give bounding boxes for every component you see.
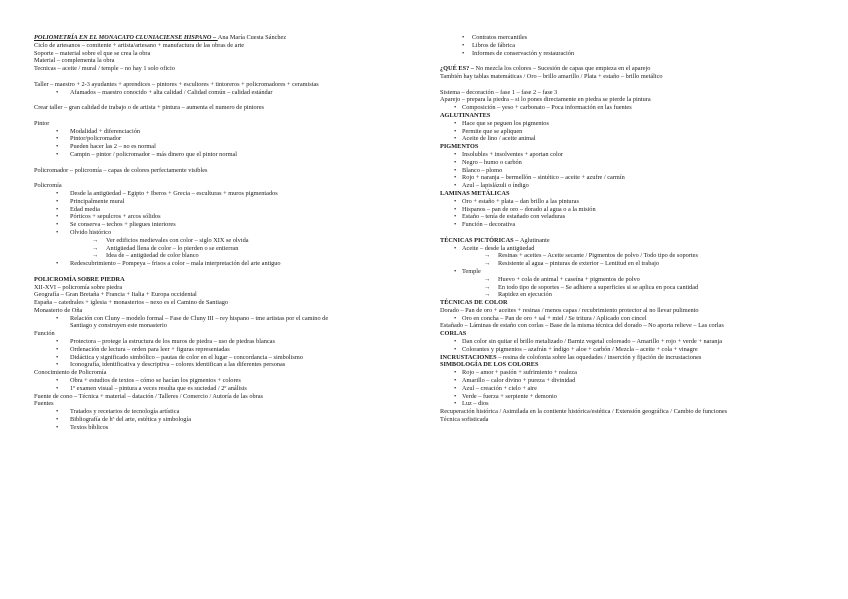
list-item: • Insolubles + insolventes + aportan color <box>440 151 840 159</box>
text-line: España – catedrales + iglesia + monasterios – nexo es el Camino de Santiago <box>34 299 229 307</box>
text-line: Recuperación histórica / Asimilada en la contiente histórica/estética / Extensión geográfica / Cambio de funciones <box>440 408 728 416</box>
section-heading-policromia: Policromía <box>34 182 62 190</box>
list-item: • Edad media <box>34 206 430 214</box>
list-item: • Olvido histórico <box>34 229 430 237</box>
list-item: • Pintor/policromador <box>34 135 430 143</box>
list-item: • Textos bíblicos <box>34 424 430 432</box>
list-item: • Principalmente mural <box>34 198 430 206</box>
list-item: • Composición – yeso + carbonato – Poca información en las fuentes <box>440 104 840 112</box>
list-item: • Modalidad + diferenciación <box>34 128 430 136</box>
text-line: Técnica sofisticada <box>440 416 489 424</box>
text-line: Geografía – Gran Bretaña + Francia + Italia + Europa occidental <box>34 291 197 299</box>
list-item: • Se conserva – techos + pliegues interiores <box>34 221 430 229</box>
list-item: • Estaño – tenía de estañado con veladuras <box>440 213 840 221</box>
list-item-continuation: Santiago y construyen este monasterio <box>70 322 167 330</box>
list-item: • Campin – pintor / policromador – más dinero que el pintor normal <box>34 151 430 159</box>
list-item: • Rojo + naranja – bermellón – sintético – aceite + azufre / carmín <box>440 174 840 182</box>
text-line: Ciclo de artesanos – comitente + artista/artesano + manufactura de las obras de arte <box>34 41 245 49</box>
list-item: • Ordenación de lectura – orden para leer + figuras representadas <box>34 346 430 354</box>
tecnicas-pictoricas-line <box>440 237 840 245</box>
sub-list-item: → Idea de – antigüedad de color blanco <box>34 252 430 260</box>
list-item: • Libros de fábrica <box>440 42 840 50</box>
section-heading-piedra: POLICROMÍA SOBRE PIEDRA <box>34 275 125 283</box>
list-item: • Pueden hacer las 2 – no es normal <box>34 143 430 151</box>
list-item: • Pórticos + sepulcros + arcos sólidos <box>34 213 430 221</box>
list-item: • Afamados – maestro conocido + alta calidad / Calidad común – calidad estándar <box>34 89 430 97</box>
list-item: • Hace que se peguen los pigmentos <box>440 120 840 128</box>
sub-list-item: → Antigüedad llena de color – lo pierden o se entierran <box>34 245 430 253</box>
list-item: • Bibliografía de hª del arte, estética y simbología <box>34 416 430 424</box>
list-item: • Luz – dios <box>440 400 840 408</box>
section-heading-pigmentos: PIGMENTOS <box>440 143 479 151</box>
section-heading-pintor: Pintor <box>34 119 50 127</box>
text-line: XII-XVI – policromía sobre piedra <box>34 283 123 291</box>
text-line: Taller – maestro + 2-3 ayudantes + aprendices – pintores + escultores + tintoreros + policromadores + ceramistas <box>34 80 319 88</box>
list-item: • Hispanos – pan de oro – dorado al agua o a la misión <box>440 206 840 214</box>
section-heading-simbologia: SIMBOLOGÍA DE LOS COLORES <box>440 361 539 369</box>
sub-list-item: → Huevo + cola de animal + caseína + pigmentos de polvo <box>440 276 840 284</box>
text-line: Dorado – Pan de oro + aceites + resinas / menos capas / recubrimiento protector al no llevar pulimento <box>440 306 699 314</box>
que-es-heading: ¿QUÉ ES? – <box>440 65 476 73</box>
section-heading-tecnicas-color: TÉCNICAS DE COLOR <box>440 299 508 307</box>
text-line: Soporte – material sobre el que se crea la obra <box>34 49 151 57</box>
incrustaciones-heading: INCRUSTACIONES <box>440 353 497 361</box>
que-es-text: No mezcla los colores – Sucesión de capas que empieza en el aparejo <box>475 65 651 73</box>
list-item: • Didáctica y significado simbólico – pautas de color en el lugar – concordancia – simbolismo <box>34 354 430 362</box>
list-item: • Azul – lapislázuli o índigo <box>440 182 840 190</box>
list-item: • Dan color sin quitar el brillo metalizado / Barniz vegetal coloreado – Amarillo + rojo + verde + naranja <box>440 338 840 346</box>
tecnicas-pictoricas-text: Aglutinante <box>519 236 550 244</box>
list-item: • Contratos mercantiles <box>440 34 840 42</box>
list-item: • Permite que se apliquen <box>440 128 840 136</box>
list-item: • Negro – humo o carbón <box>440 159 840 167</box>
text-line: Crear taller – gran calidad de trabajo o de artista + pintura – aumenta el numero de pintores <box>34 104 264 112</box>
list-item: • Iconografía, identificativa y descriptiva – colores identifican a las diferentes personas <box>34 361 430 369</box>
text-line: Fuente de cono – Técnica + material – datación / Talleres / Comercio / Autoría de las obras <box>34 392 263 400</box>
text-line: Tecnicas – aceite / mural / temple – no hay 1 solo oficio <box>34 65 175 73</box>
section-heading-corlas: CORLAS <box>440 330 467 338</box>
list-item: • Oro + estaño + plata – dan brillo a las pinturas <box>440 198 840 206</box>
que-es-line <box>440 65 840 73</box>
section-heading-fuentes: Fuentes <box>34 400 54 408</box>
list-item: • Oro en concha – Pan de oro + sal + miel / Se tritura / Aplicado con cincel <box>440 315 840 323</box>
sub-list-item: → Resistente al agua – pinturas de exterior – Lentitud en el trabajo <box>440 260 840 268</box>
text-line: Material – complementa la obra <box>34 57 115 65</box>
list-item: • Redescubrimiento – Pompeya – frisos a color – mala interpretación del arte antiguo <box>34 260 430 268</box>
section-heading-conocimiento: Conocimiento de Policromía <box>34 369 107 377</box>
section-heading-funcion: Función <box>34 330 55 338</box>
list-item: • 1º examen visual – pintura a veces resulta que es suciedad / 2º análisis <box>34 385 430 393</box>
title-author: Ana María Cuesta Sánchez <box>217 34 287 41</box>
text-line: Aparejo – prepara la piedra – si lo pones directamente en piedra se pierde la pintura <box>440 96 651 104</box>
left-column <box>34 34 430 432</box>
list-item: • Colorantes y pigmentos – azafrán + índigo + aloe + carbón / Mezcla – aceite + cola + vinagre <box>440 346 840 354</box>
list-item: • Informes de conservación y restauración <box>440 50 840 58</box>
list-item: • Verde – fuerza + serpiente + demonio <box>440 393 840 401</box>
right-column <box>440 34 840 424</box>
list-item: • Obra + estudios de textos – cómo se hacían los pigmentos + colores <box>34 377 430 385</box>
sub-list-item: → Ver edificios medievales con color – siglo XIX se olvida <box>34 237 430 245</box>
text-line: Sistema – decoración – fase 1 – fase 2 – fase 3 <box>440 88 558 96</box>
text-line: Policromador – policromía – capas de colores perfectamente visibles <box>34 166 208 174</box>
list-item: • Desde la antigüedad – Egipto + Iberos + Grecia – esculturas + muros pigmentados <box>34 190 430 198</box>
list-item: • Aceite – desde la antigüedad <box>440 245 840 253</box>
text-line: Estañado – Láminas de estaño con corlas – Base de la misma técnica del dorado – No aporta relieve – Las corlas <box>440 322 724 330</box>
list-item: • Blanco – plomo <box>440 167 840 175</box>
text-line: También hay tablas matemáticas / Oro – brillo amarillo / Plata + estaño – brillo metálico <box>440 72 663 80</box>
list-item: • Relación con Cluny – modelo formal – Fase de Cluny III – rey hispano – tme artistas por el camino de <box>34 315 430 323</box>
document-title <box>34 34 430 42</box>
tecnicas-pictoricas-heading: TÉCNICAS PICTÓRICAS – <box>440 236 520 244</box>
title-bold: POLIOMETRÍA EN EL MONACATO CLUNIACIENSE HISPANO – <box>34 34 218 41</box>
list-item: • Tratados y recetarios de tecnología artística <box>34 408 430 416</box>
list-item: • Rojo – amor + pasión + sufrimiento + realeza <box>440 369 840 377</box>
sub-list-item: → En todo tipo de soportes – Se adhiere a superficies si se aplica en poca cantidad <box>440 284 840 292</box>
list-item: • Temple <box>440 268 840 276</box>
list-item: • Aceite de lino / aceite animal <box>440 135 840 143</box>
section-heading-aglutinantes: AGLUTINANTES <box>440 111 491 119</box>
section-heading-laminas: LAMINAS METÁLICAS <box>440 189 510 197</box>
list-item: • Azul – creación + cielo + aire <box>440 385 840 393</box>
list-item: • Amarillo – calor divino + pureza + divinidad <box>440 377 840 385</box>
incrustaciones-text: – resina de colofonia sobre las oquedades / inserción y fijación de incrustaciones <box>496 353 702 361</box>
list-item: • Protectora – protege la estructura de los muros de piedra – uso de piedras blancas <box>34 338 430 346</box>
text-line: Monasterio de Oña <box>34 306 83 314</box>
sub-list-item: → Rapidez en ejecución <box>440 291 840 299</box>
list-item: • Función – decorativa <box>440 221 840 229</box>
sub-list-item: → Resinas + aceites – Aceite secante / Pigmentos de polvo / Todo tipo de soportes <box>440 252 840 260</box>
